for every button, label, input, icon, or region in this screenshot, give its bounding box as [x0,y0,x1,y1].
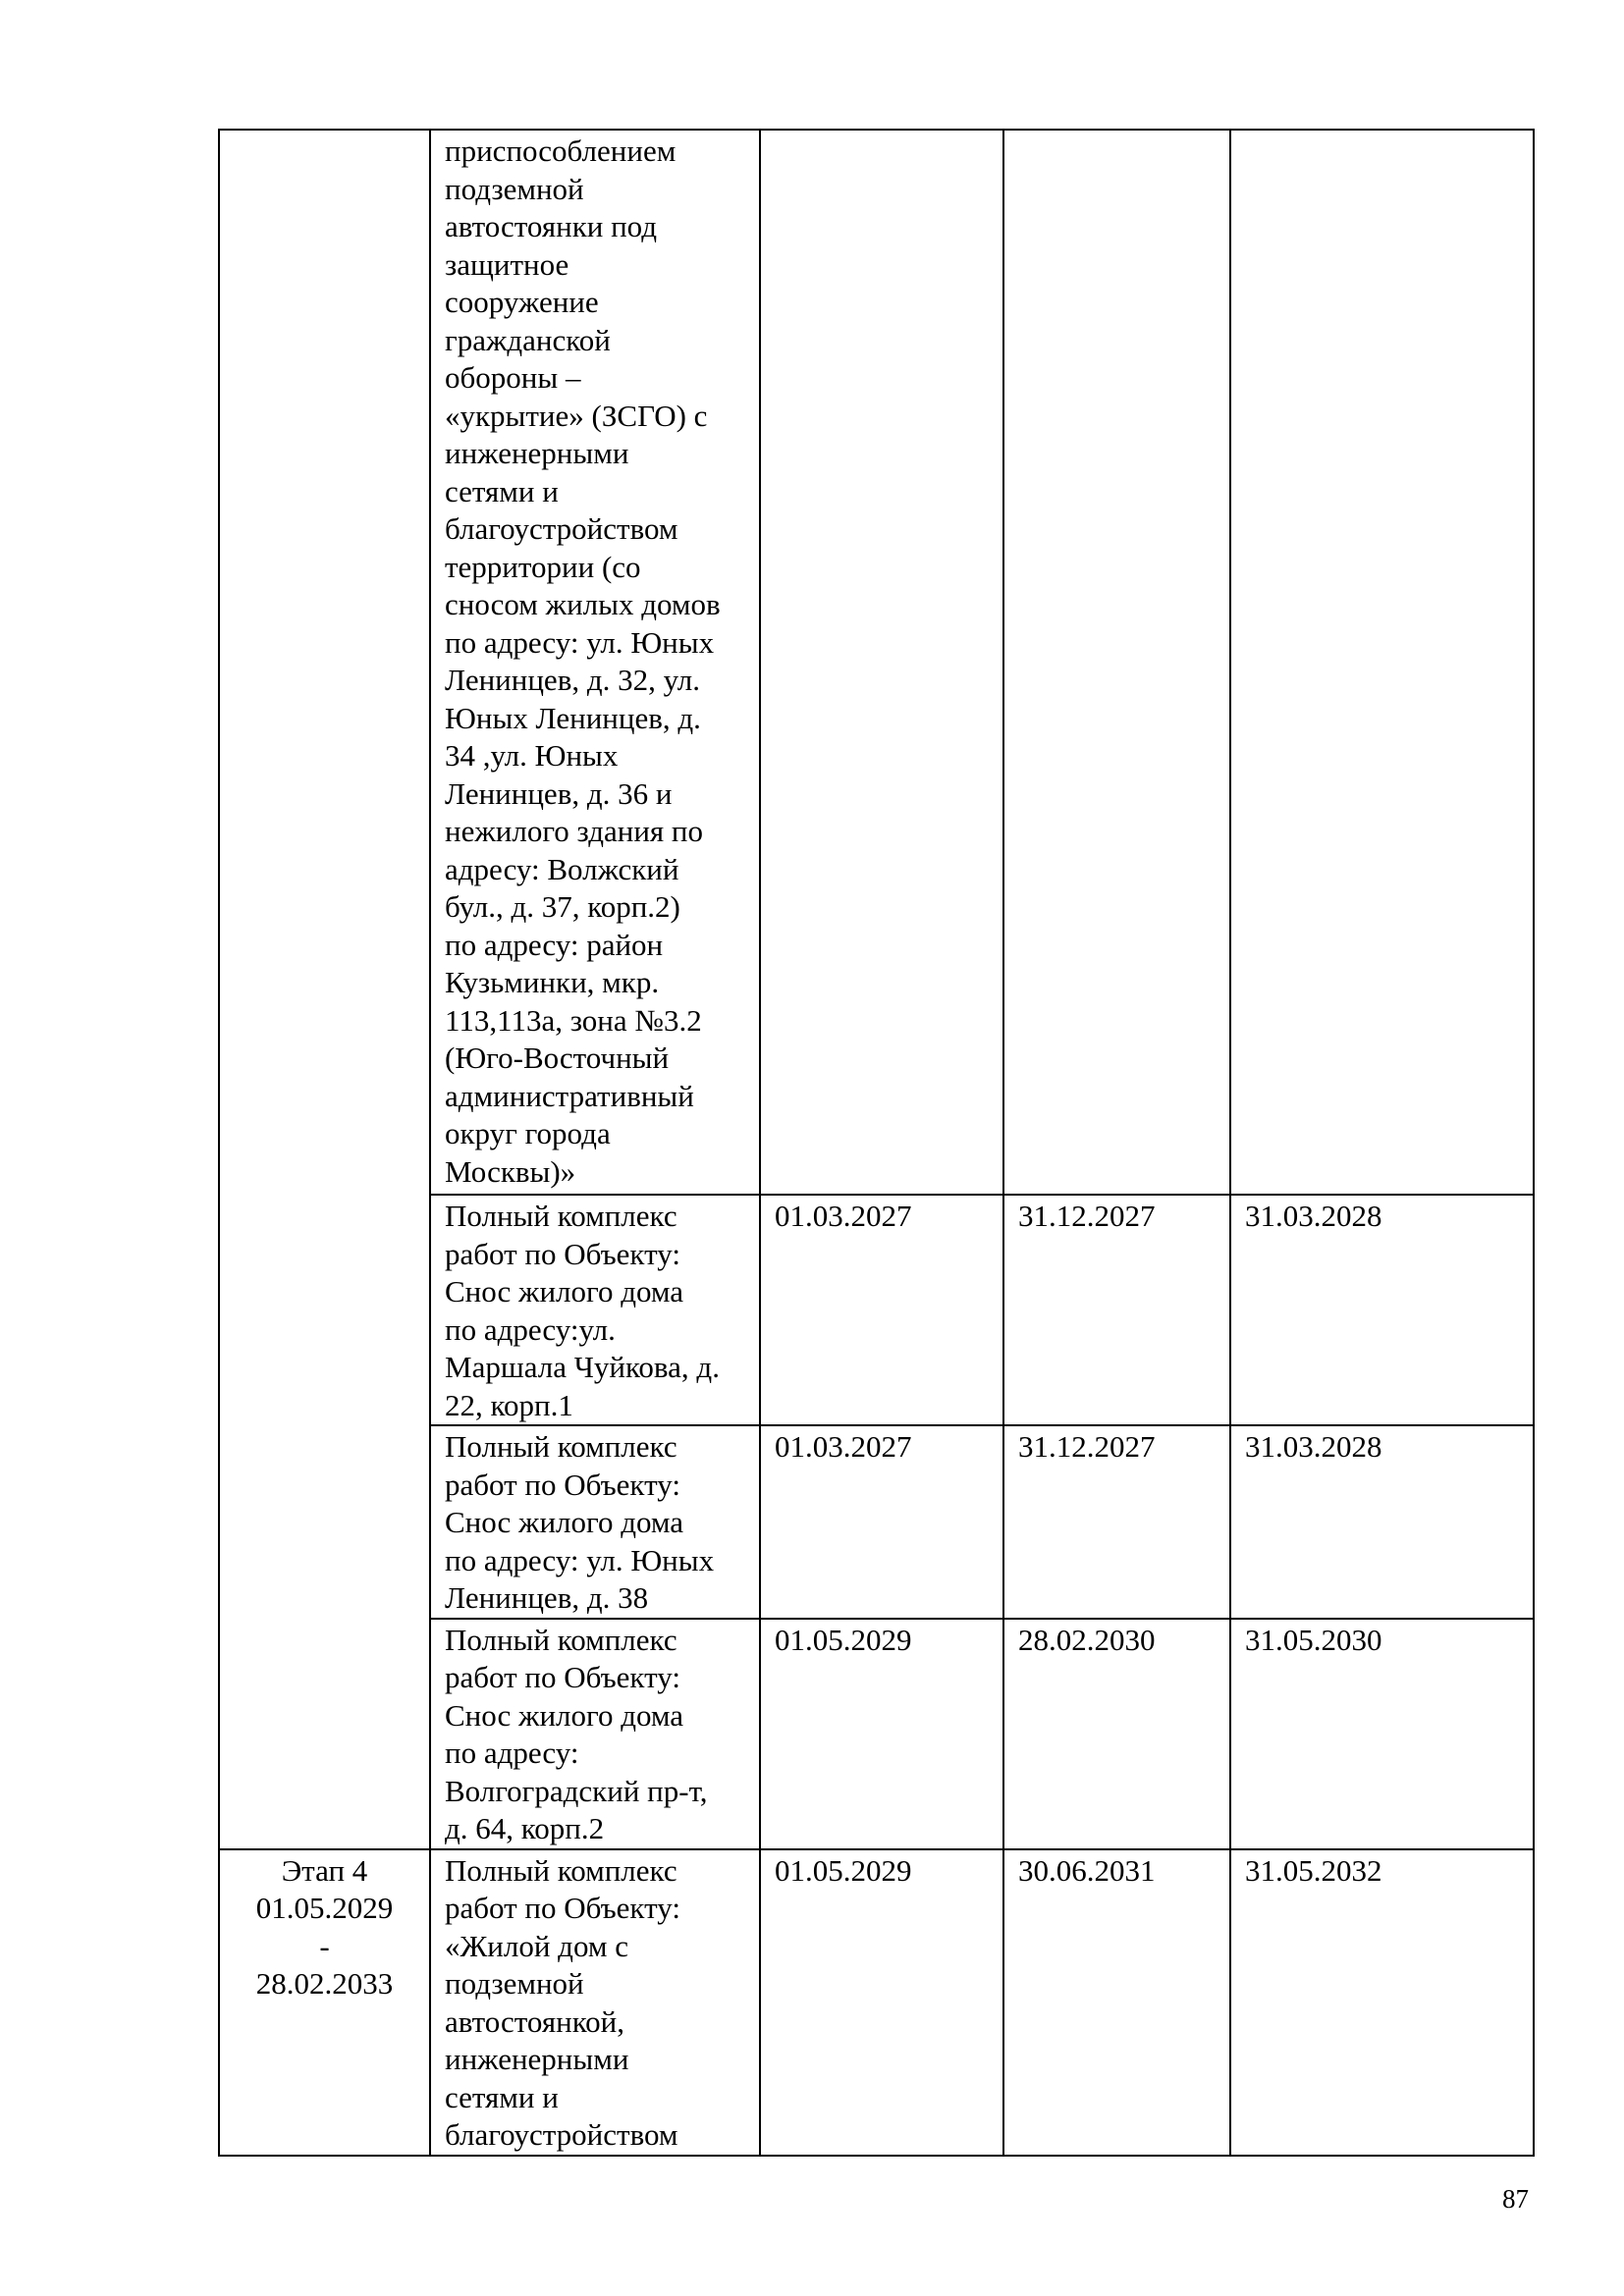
description-line: бул., д. 37, корп.2) [445,889,680,924]
description-line: работ по Объекту: [445,1660,680,1694]
description-line: подземной [445,171,584,206]
description-line: работ по Объекту: [445,1891,680,1925]
description-line: по адресу: ул. Юных [445,624,715,660]
description-line: по адресу: ул. Юных [445,1542,715,1577]
description-line: Снос жилого дома [445,1274,684,1308]
description-line: подземной [445,1966,584,2001]
description-line: 34 ,ул. Юных [445,738,619,773]
description-line: Снос жилого дома [445,1697,684,1733]
stage-dash: - [319,1928,330,1963]
description-line: (Юго-Восточный [445,1041,670,1075]
end-date-cell: 30.06.2031 [1003,1849,1230,2156]
description-line: Кузьминки, мкр. [445,965,660,999]
description-line: Полный комплекс [445,1199,677,1233]
description-line: Ленинцев, д. 38 [445,1580,649,1615]
end-date-cell [1003,130,1230,1195]
description-cell [430,1195,760,1425]
end-date-cell: 31.12.2027 [1003,1195,1230,1425]
stage-start-date: 01.05.2029 [255,1891,394,1925]
stage-cell-empty [219,130,430,1849]
description-line: Ленинцев, д. 32, ул. [445,663,700,697]
description-cell [430,1849,760,2156]
description-line: автостоянкой, [445,2003,625,2039]
table-row [219,1849,1534,2156]
description-line: благоустройством [445,2117,678,2152]
description-line: работ по Объекту: [445,1236,680,1271]
description-line: сооружение [445,285,599,319]
description-line: округ города [445,1116,611,1150]
description-line: обороны – [445,360,581,395]
description-line: «Жилой дом с [445,1928,628,1963]
description-line: д. 64, корп.2 [445,1811,605,1845]
description-line: инженерными [445,2042,629,2076]
deadline-cell [1230,130,1534,1195]
description-cell [430,130,760,1195]
end-date-cell: 31.12.2027 [1003,1425,1230,1619]
start-date-cell: 01.03.2027 [760,1195,1003,1425]
stage-end-date: 28.02.2033 [255,1966,394,2001]
start-date-cell: 01.05.2029 [760,1619,1003,1849]
description-line: Ленинцев, д. 36 и [445,775,673,811]
start-date-cell: 01.05.2029 [760,1849,1003,2156]
description-cell [430,1619,760,1849]
description-line: нежилого здания по [445,814,704,848]
description-line: гражданской [445,322,611,357]
description-line: сносом жилых домов [445,587,721,621]
stage-cell [219,1849,430,2156]
description-line: благоустройством [445,511,678,546]
end-date-cell: 28.02.2030 [1003,1619,1230,1849]
description-line: территории (со [445,549,641,584]
description-line: адресу: Волжский [445,851,679,886]
description-line: защитное [445,246,569,282]
description-line: сетями и [445,2079,559,2114]
schedule-table [218,129,1535,2157]
stage-label: Этап 4 [281,1852,368,1888]
description-line: Снос жилого дома [445,1505,684,1539]
description-line: по адресу:ул. [445,1311,616,1347]
description-line: 22, корп.1 [445,1387,573,1422]
description-line: приспособлением [445,133,677,168]
description-line: сетями и [445,473,559,508]
description-line: Полный комплекс [445,1622,677,1657]
description-line: по адресу: район [445,927,664,962]
start-date-cell [760,130,1003,1195]
description-line: 113,113а, зона №3.2 [445,1002,702,1038]
description-line: Москвы)» [445,1153,576,1189]
deadline-cell: 31.05.2030 [1230,1619,1534,1849]
table-row [219,130,1534,1195]
page-number: 87 [1502,2184,1529,2214]
description-line: по адресу: [445,1735,579,1770]
description-line: Полный комплекс [445,1429,677,1464]
description-line: инженерными [445,436,629,470]
description-cell [430,1425,760,1619]
deadline-cell: 31.03.2028 [1230,1425,1534,1619]
start-date-cell: 01.03.2027 [760,1425,1003,1619]
description-line: Юных Ленинцев, д. [445,700,701,735]
description-line: Волгоградский пр-т, [445,1773,708,1808]
deadline-cell: 31.03.2028 [1230,1195,1534,1425]
description-line: Полный комплекс [445,1852,677,1888]
description-line: «укрытие» (ЗСГО) с [445,398,708,433]
deadline-cell: 31.05.2032 [1230,1849,1534,2156]
description-line: работ по Объекту: [445,1467,680,1502]
description-line: административный [445,1078,694,1113]
description-line: Маршала Чуйкова, д. [445,1350,720,1384]
description-line: автостоянки под [445,209,658,243]
